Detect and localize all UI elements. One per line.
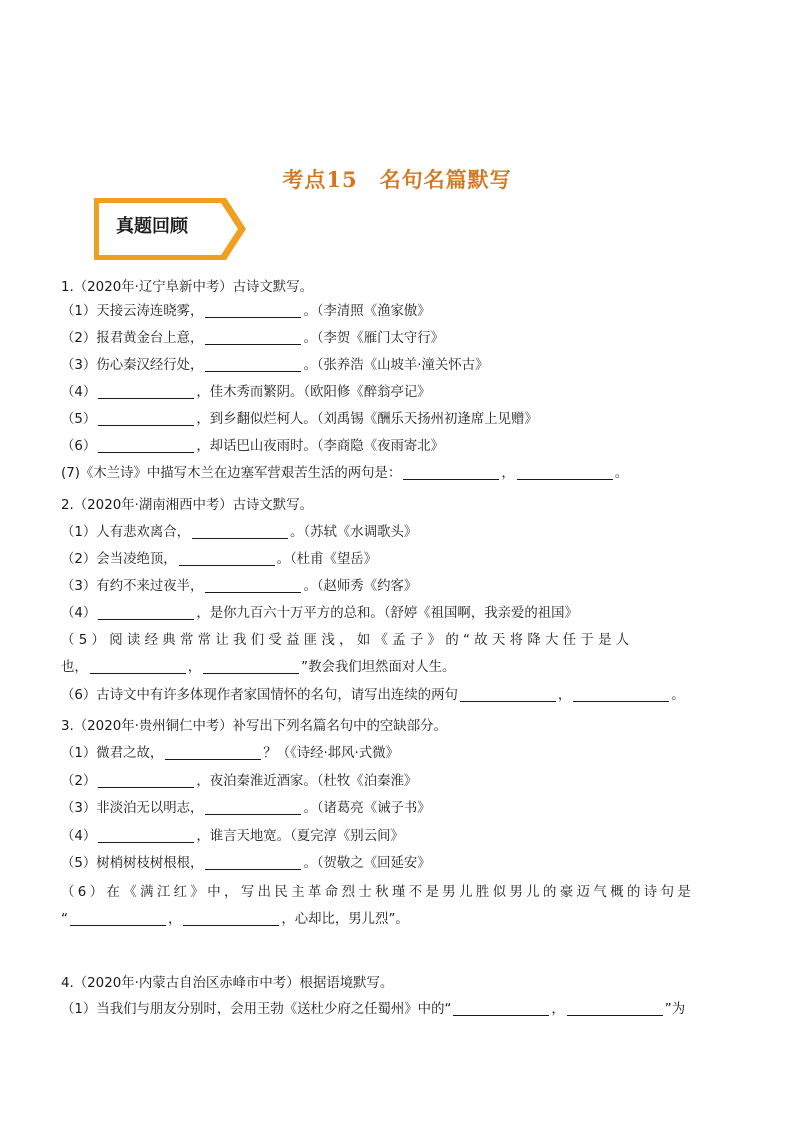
- q1-item-3: （3）伤心秦汉经行处， 。（张养浩《山坡羊·潼关怀古》: [61, 358, 489, 373]
- answer-blank[interactable]: [205, 578, 301, 593]
- answer-blank[interactable]: [573, 687, 669, 702]
- q3-item-1: （1）微君之故， ？（《诗经·邶风·式微》: [61, 746, 399, 761]
- q3-item-6-line-2: “ ， ，心却比，男儿烈”。: [61, 912, 409, 927]
- question-4-heading: 4.（2020年·内蒙古自治区赤峰市中考）根据语境默写。: [61, 976, 394, 991]
- answer-blank[interactable]: [98, 773, 194, 788]
- q2-item-2: （2）会当凌绝顶， 。（杜甫《望岳》: [61, 552, 378, 567]
- answer-blank[interactable]: [192, 524, 288, 539]
- question-1-heading: 1.（2020年·辽宁阜新中考）古诗文默写。: [61, 280, 313, 295]
- q3-item-5: （5）树梢树枝树根根， 。（贺敬之《回延安》: [61, 856, 431, 871]
- answer-blank[interactable]: [203, 659, 299, 674]
- q1-item-6: （6） ，却话巴山夜雨时。（李商隐《夜雨寄北》: [61, 439, 445, 454]
- q2-item-5-line-2: 也， ， ”教会我们坦然面对人生。: [61, 660, 456, 675]
- q1-item-4: （4） ，佳木秀而繁阴。（欧阳修《醉翁亭记》: [61, 385, 431, 400]
- answer-blank[interactable]: [517, 465, 613, 480]
- answer-blank[interactable]: [98, 828, 194, 843]
- q2-item-3: （3）有约不来过夜半， 。（赵师秀《约客》: [61, 579, 418, 594]
- answer-blank[interactable]: [205, 855, 301, 870]
- answer-blank[interactable]: [165, 745, 261, 760]
- q1-item-5: （5） ，到乡翻似烂柯人。（刘禹锡《酬乐天扬州初逢席上见赠》: [61, 412, 538, 427]
- answer-blank[interactable]: [98, 411, 194, 426]
- answer-blank[interactable]: [205, 357, 301, 372]
- answer-blank[interactable]: [205, 303, 301, 318]
- answer-blank[interactable]: [98, 605, 194, 620]
- q3-item-3: （3）非淡泊无以明志， 。（诸葛亮《诫子书》: [61, 801, 431, 816]
- answer-blank[interactable]: [179, 551, 275, 566]
- page-title: 考点15 名句名篇默写: [282, 167, 512, 192]
- q1-item-7: (7)《木兰诗》中描写木兰在边塞军营艰苦生活的两句是： ， 。: [61, 466, 629, 481]
- question-2-heading: 2.（2020年·湖南湘西中考）古诗文默写。: [61, 498, 313, 513]
- q2-item-6: （6）古诗文中有许多体现作者家国情怀的名句，请写出连续的两句 ， 。: [61, 688, 685, 703]
- answer-blank[interactable]: [90, 659, 186, 674]
- q2-item-5-line-1: （5）阅读经典常常让我们受益匪浅，如《孟子》的“故天将降大任于是人: [61, 633, 634, 648]
- section-tab: [92, 196, 248, 262]
- answer-blank[interactable]: [403, 465, 499, 480]
- answer-blank[interactable]: [70, 911, 166, 926]
- answer-blank[interactable]: [460, 687, 556, 702]
- answer-blank[interactable]: [453, 1001, 549, 1016]
- answer-blank[interactable]: [205, 330, 301, 345]
- section-label: 真题回顾: [116, 216, 188, 237]
- q3-item-2: （2） ，夜泊秦淮近酒家。（杜牧《泊秦淮》: [61, 774, 418, 789]
- answer-blank[interactable]: [567, 1001, 663, 1016]
- answer-blank[interactable]: [98, 438, 194, 453]
- answer-blank[interactable]: [183, 911, 279, 926]
- answer-blank[interactable]: [98, 384, 194, 399]
- q3-item-4: （4） ，谁言天地宽。（夏完淳《别云间》: [61, 829, 404, 844]
- q3-item-6-line-1: （6）在《满江红》中，写出民主革命烈士秋瑾不是男儿胜似男儿的豪迈气概的诗句是: [61, 885, 695, 900]
- q1-item-1: （1）天接云涛连晓雾， 。（李清照《渔家傲》: [61, 304, 431, 319]
- answer-blank[interactable]: [205, 800, 301, 815]
- question-3-heading: 3.（2020年·贵州铜仁中考）补写出下列名篇名句中的空缺部分。: [61, 719, 447, 734]
- q4-item-1: （1）当我们与朋友分别时，会用王勃《送杜少府之任蜀州》中的“ ， ”为: [61, 1002, 686, 1017]
- q1-item-2: （2）报君黄金台上意， 。（李贺《雁门太守行》: [61, 331, 445, 346]
- q2-item-4: （4） ，是你九百六十万平方的总和。（舒婷《祖国啊，我亲爱的祖国》: [61, 606, 578, 621]
- q2-item-1: （1）人有悲欢离合， 。（苏轼《水调歌头》: [61, 525, 418, 540]
